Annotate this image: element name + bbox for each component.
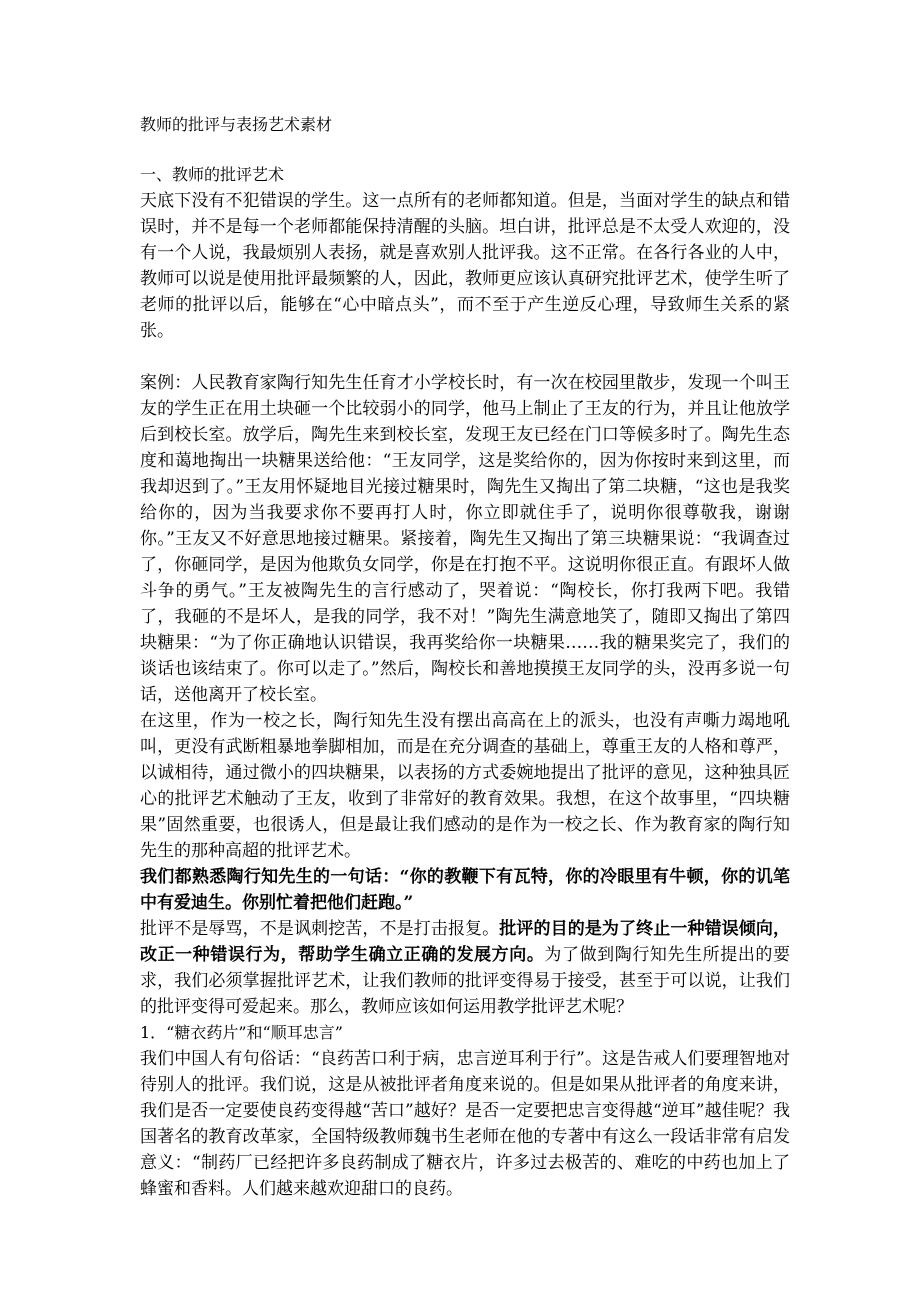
purpose-end: 为了做到陶行知先生所提出的要求，我们必须掌握批评艺术，让我们教师的批评变得易于接受，甚至于可以说，让我们的批评变得可爱起来。那么，教师应该如何运用教学批评艺术呢？: [140, 945, 791, 1017]
document-page: [140, 112, 790, 1202]
quote-paragraph: 我们都熟悉陶行知先生的一句话：“你的教鞭下有瓦特，你的冷眼里有牛顿，你的讥笔中有爱迪生。你别忙着把他们赶跑。”: [140, 867, 790, 913]
point1-heading: 1．“糖衣药片”和“顺耳忠言”: [140, 1023, 343, 1042]
case-paragraph: 案例：人民教育家陶行知先生任育才小学校长时，有一次在校园里散步，发现一个叫王友的学生正在用土块砸一个比较弱小的同学，他马上制止了王友的行为，并且让他放学后到校长室。放学后，陶先生来到校长室，发现王友已经在门口等候多时了。陶先生态度和蔼地掏出一块糖果送给他：“王友同学，这是奖给你的，因为你按时来到这里，而我却迟到了。”王友用怀疑地目光接过糖果时，陶先生又掏出了第二块糖，“这也是我奖给你的，因为当我要求你不要再打人时，你立即就住手了，说明你很尊敬我，谢谢你。”王友又不好意思地接过糖果。紧接着，陶先生又掏出了第三块糖果说：“我调查过了，你砸同学，是因为他欺负女同学，你是在打抱不平。这说明你很正直。有跟坏人做斗争的勇气。”王友被陶先生的言行感动了，哭着说：“陶校长，你打我两下吧。我错了，我砸的不是坏人，是我的同学，我不对！”陶先生满意地笑了，随即又掏出了第四块糖果：“为了你正确地认识错误，我再奖给你一块糖果……我的糖果奖完了，我们的谈话也该结束了。你可以走了。”然后，陶校长和善地摸摸王友同学的头，没再多说一句话，送他离开了校长室。: [140, 373, 790, 705]
purpose-bold: 批评的目的是为了终止一种错误倾向，改正一种错误行为，帮助学生确立正确的发展方向。: [140, 919, 791, 965]
purpose-start: 批评不是辱骂，不是讽刺挖苦，不是打击报复。: [140, 919, 500, 939]
purpose-paragraph: [140, 916, 790, 1020]
intro-paragraph: 天底下没有不犯错误的学生。这一点所有的老师都知道。但是，当面对学生的缺点和错误时，并不是每一个老师都能保持清醒的头脑。坦白讲，批评总是不太受人欢迎的，没有一个人说，我最烦别人表扬，就是喜欢别人批评我。这不正常。在各行各业的人中，教师可以说是使用批评最频繁的人，因此，教师更应该认真研究批评艺术，使学生听了老师的批评以后，能够在“心中暗点头”，而不至于产生逆反心理，导致师生关系的紧张。: [140, 191, 790, 341]
point1-paragraph: 我们中国人有句俗话：“良药苦口利于病，忠言逆耳利于行”。这是告戒人们要理智地对待别人的批评。我们说，这是从被批评者角度来说的。但是如果从批评者的角度来讲，我们是否一定要使良药变得越“苦口”越好？是否一定要把忠言变得越“逆耳”越佳呢？我国著名的教育改革家，全国特级教师魏书生老师在他的专著中有这么一段话非常有启发意义：“制药厂已经把许多良药制成了糖衣片，许多过去极苦的、难吃的中药也加上了蜂蜜和香料。人们越来越欢迎甜口的良药。: [140, 1049, 790, 1199]
section-heading: 一、教师的批评艺术: [140, 165, 285, 184]
document-title: 教师的批评与表扬艺术素材: [140, 115, 333, 134]
analysis-paragraph: 在这里，作为一校之长，陶行知先生没有摆出高高在上的派头，也没有声嘶力竭地吼叫，更没有武断粗暴地拳脚相加，而是在充分调查的基础上，尊重王友的人格和尊严，以诚相待，通过微小的四块糖果，以表扬的方式委婉地提出了批评的意见，这种独具匠心的批评艺术触动了王友，收到了非常好的教育效果。我想，在这个故事里，“四块糖果”固然重要，也很诱人，但是最让我们感动的是作为一校之长、作为教育家的陶行知先生的那种高超的批评艺术。: [140, 711, 790, 861]
